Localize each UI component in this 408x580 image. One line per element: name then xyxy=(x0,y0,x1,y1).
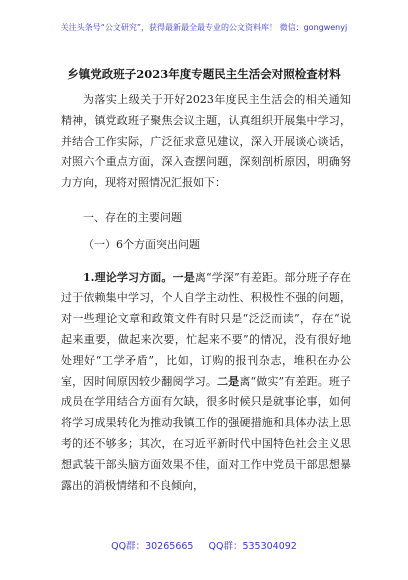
document-body xyxy=(61,90,351,496)
qq-group-1: QQ群：30265665 xyxy=(111,541,194,552)
header-banner: 关注头条号“公文研究”，获得最新最全最专业的公文资料库！ 微信：gongwenyj xyxy=(60,23,348,32)
intro-paragraph: 为落实上级关于开好2023年度民主生活会的相关通知精神，镇党政班子聚焦会议主题，认真组织开展集中学习，并结合工作实际，广泛征求意见建议，深入开展谈心谈话，对照六个重点方面，深入查摆问题，深刻剖析原因，明确努力方向，现将对照情况汇报如下： xyxy=(61,93,351,190)
point-text: 班子成员在学用结合方面有欠缺，很多时候只是就事论事，如何将学习成果转化为推动我镇工作的强硬措施和具体办法上思考的还不够多；其次，在习近平新时代中国特色社会主义思想武装干部头脑方面效果不佳，面对工作中党员干部思想暴露出的消极情绪和不良倾向， xyxy=(61,374,352,492)
point-title: 离“做实”有差距。 xyxy=(239,374,329,388)
point-label: 二是 xyxy=(217,374,240,388)
point-text: 部分班子存在过于依赖集中学习，个人自学主动性、积极性不强的问题，对一些理论文章和政策文件有时只是“泛泛而读”，存在“说起来重要，做起来次要，忙起来不要”的情况，没有很好地处理好“工学矛盾”，比如，订购的报刊杂志，堆积在办公室，因时间原因较少翻阅学习。 xyxy=(61,270,352,388)
section-heading: 一、存在的主要问题 xyxy=(83,210,182,224)
subsection-heading: （一）6个方面突出问题 xyxy=(83,237,200,251)
document-title: 乡镇党政班子2023年度专题民主生活会对照检查材料 xyxy=(67,67,341,81)
point-title: 离“学深”有差距。 xyxy=(194,270,285,284)
item-label: 1.理论学习方面。 xyxy=(83,270,173,284)
qq-group-2: QQ群：535304092 xyxy=(208,541,297,552)
point-label: 一是 xyxy=(172,270,195,284)
item-paragraph xyxy=(61,268,351,497)
footer xyxy=(0,538,408,552)
